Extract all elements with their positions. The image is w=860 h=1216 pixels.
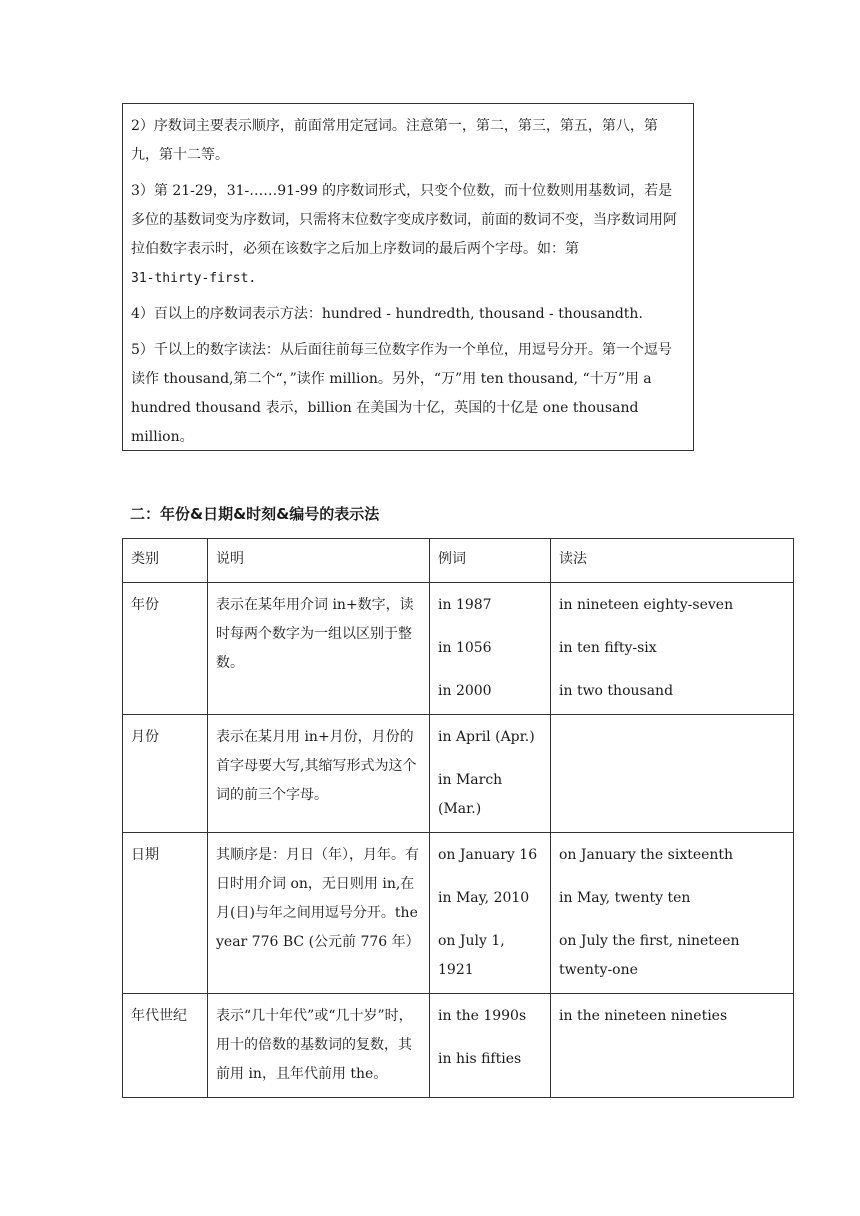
table-row xyxy=(123,994,794,1098)
reading-item: on January the sixteenth xyxy=(559,847,734,863)
reading-item: in ten fifty-six xyxy=(559,640,657,656)
row-examples xyxy=(430,715,551,833)
row-description: 表示“几十年代”或“几十岁”时，用十的倍数的基数词的复数，其前用 in，且年代前用 the。 xyxy=(208,994,430,1098)
note-3 xyxy=(131,177,685,293)
example-item: in March (Mar.) xyxy=(438,772,503,817)
table-row xyxy=(123,715,794,833)
note-5: 5）千以上的数字读法：从后面往前每三位数字作为一个单位，用逗号分开。第一个逗号读作 thousand,第二个“，”读作 million。另外，“万”用 ten thousand, “十万”用 a hundred thousand 表示，billion 在美国为十亿，英国的十亿是 one thousand million。 xyxy=(131,342,672,445)
row-examples xyxy=(430,583,551,715)
header-reading: 读法 xyxy=(551,539,794,583)
row-description: 其顺序是：月日（年），月年。有日时用介词 on，无日则用 in,在月(日)与年之间用逗号分开。the year 776 BC (公元前 776 年） xyxy=(208,833,430,994)
example-item: in 1056 xyxy=(438,640,492,656)
header-category: 类别 xyxy=(123,539,208,583)
example-item: on July 1, 1921 xyxy=(438,933,505,978)
row-readings xyxy=(551,833,794,994)
row-examples xyxy=(430,994,551,1098)
row-description: 表示在某年用介词 in+数字，读时每两个数字为一组以区别于整数。 xyxy=(208,583,430,715)
ordinal-notes-box xyxy=(122,103,694,451)
reading-item: in the nineteen nineties xyxy=(559,1008,728,1024)
header-examples: 例词 xyxy=(430,539,551,583)
row-category: 年代世纪 xyxy=(123,994,208,1098)
note-3-text: 3）第 21-29，31-……91-99 的序数词形式，只变个位数，而十位数则用基数词，若是多位的基数词变为序数词，只需将末位数字变成序数词，前面的数词不变，当序数词用阿拉伯数字表示时，必须在该数字之后加上序数词的最后两个字母。如：第 xyxy=(131,183,677,257)
reading-item: in two thousand xyxy=(559,683,674,699)
row-readings xyxy=(551,583,794,715)
reading-item: on July the first, nineteen twenty-one xyxy=(559,933,740,978)
header-description: 说明 xyxy=(208,539,430,583)
example-item: on January 16 xyxy=(438,847,538,863)
reading-item: in nineteen eighty-seven xyxy=(559,597,734,613)
reading-item: in May, twenty ten xyxy=(559,890,691,906)
date-usage-table xyxy=(122,538,794,1098)
example-item: in 2000 xyxy=(438,683,492,699)
example-item: in April (Apr.) xyxy=(438,729,535,745)
table-row xyxy=(123,583,794,715)
row-readings xyxy=(551,715,794,833)
row-examples xyxy=(430,833,551,994)
table-row xyxy=(123,833,794,994)
example-item: in 1987 xyxy=(438,597,492,613)
table-header-row xyxy=(123,539,794,583)
section-heading: 二：年份&日期&时刻&编号的表示法 xyxy=(130,505,380,523)
example-item: in the 1990s xyxy=(438,1008,527,1024)
example-item: in his fifties xyxy=(438,1051,522,1067)
note-4: 4）百以上的序数词表示方法：hundred - hundredth, thousand - thousandth. xyxy=(131,306,643,322)
note-2: 2）序数词主要表示顺序，前面常用定冠词。注意第一，第二，第三，第五，第八，第九，第十二等。 xyxy=(131,118,658,163)
row-category: 年份 xyxy=(123,583,208,715)
row-readings xyxy=(551,994,794,1098)
note-3-example: 31-thirty-first. xyxy=(131,271,257,286)
example-item: in May, 2010 xyxy=(438,890,530,906)
row-description: 表示在某月用 in+月份，月份的首字母要大写,其缩写形式为这个词的前三个字母。 xyxy=(208,715,430,833)
row-category: 日期 xyxy=(123,833,208,994)
row-category: 月份 xyxy=(123,715,208,833)
